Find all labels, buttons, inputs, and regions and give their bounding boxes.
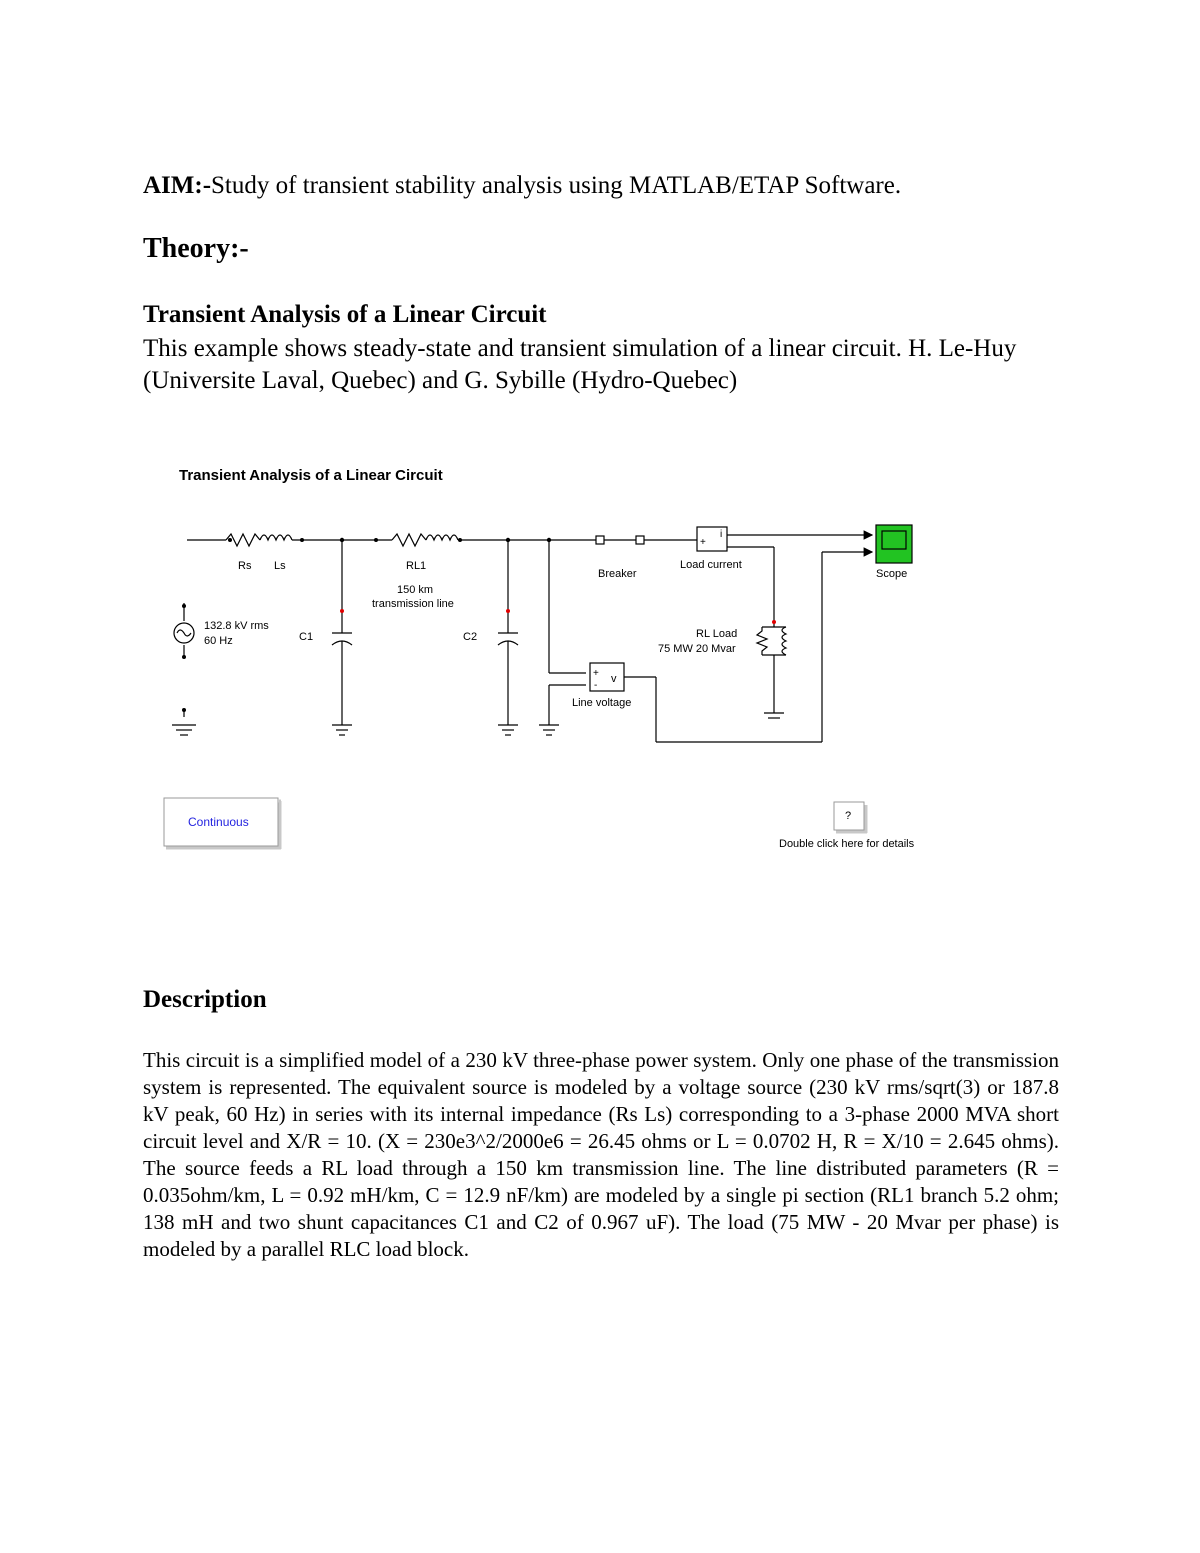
- label-c1: C1: [299, 631, 314, 643]
- description-text: This circuit is a simplified model of a 230 kV three-phase power system. Only one phase of the transmission system is represented. The equivalent source is modeled by a voltage source (230 kV rms/sqrt(3) or 187.8 kV peak, 60 Hz) in series with its internal impedance (Rs Ls) corresponding to a 3-phase 2000 MVA short circuit level and X/R = 10. (X = 230e3^2/2000e6 = 26.45 ohms or L = 0.0702 H, R = X/10 = 2.645 ohms). The source feeds a RL load through a 150 km transmission line. The line distributed parameters (R = 0.035ohm/km, L = 0.92 mH/km, C = 12.9 nF/km) are modeled by a single pi section (RL1 branch 5.2 ohm; 138 mH and two shunt capacitances C1 and C2 of 0.967 uF). The load (75 MW - 20 Mvar per phase) is modeled by a parallel RLC load block.: [143, 1048, 1059, 1261]
- aim-text: Study of transient stability analysis using MATLAB/ETAP Software.: [211, 172, 902, 199]
- label-scope: Scope: [876, 568, 908, 580]
- continuous-button[interactable]: Continuous: [188, 815, 249, 829]
- label-source-v: 132.8 kV rms: [204, 620, 269, 632]
- ls-inductor: [260, 535, 292, 540]
- lv-v: v: [611, 673, 617, 685]
- example-title: Transient Analysis of a Linear Circuit: [143, 301, 547, 328]
- circuit-wires: [164, 525, 912, 849]
- label-rl-load-rating: 75 MW 20 Mvar: [658, 643, 736, 655]
- label-breaker: Breaker: [598, 568, 637, 580]
- theory-heading: Theory:-: [143, 233, 249, 264]
- ground-voltage: [539, 717, 559, 735]
- label-load-current: Load current: [680, 559, 742, 571]
- example-text: This example shows steady-state and transient simulation of a linear circuit. H. Le-Huy (Universite Laval, Quebec) and G. Sybille (Hydro-Quebec): [143, 335, 1017, 394]
- aim-line: [143, 172, 901, 200]
- label-line-desc: transmission line: [372, 598, 454, 610]
- rl-load-resistor: [757, 627, 767, 655]
- label-line-len: 150 km: [397, 584, 434, 596]
- rl1-resistor: [392, 534, 426, 546]
- label-c2: C2: [463, 631, 478, 643]
- aim-label: AIM:-: [143, 172, 212, 199]
- help-question[interactable]: ?: [845, 810, 852, 822]
- label-rl-load: RL Load: [696, 628, 738, 640]
- lc-i: i: [720, 529, 723, 540]
- label-source-f: 60 Hz: [204, 635, 233, 647]
- lc-plus: +: [700, 537, 706, 548]
- label-line-voltage: Line voltage: [572, 697, 632, 709]
- breaker-left: [596, 536, 604, 544]
- ground-c1: [332, 717, 352, 735]
- label-ls: Ls: [274, 560, 286, 572]
- rl-load-inductor: [782, 627, 786, 655]
- red-ports: [340, 609, 776, 624]
- ground-source: [172, 725, 196, 735]
- label-rs: Rs: [238, 560, 252, 572]
- breaker-right: [636, 536, 644, 544]
- help-text[interactable]: Double click here for details: [779, 838, 915, 850]
- lv-plus: +: [593, 668, 599, 679]
- circuit-diagram: [160, 455, 940, 855]
- rl1-inductor: [426, 535, 458, 540]
- ground-load: [764, 713, 784, 718]
- label-rl1: RL1: [406, 560, 427, 572]
- lv-minus: -: [594, 680, 598, 691]
- description-heading: Description: [143, 986, 267, 1013]
- ground-c2: [498, 717, 518, 735]
- diagram-title: Transient Analysis of a Linear Circuit: [179, 467, 443, 484]
